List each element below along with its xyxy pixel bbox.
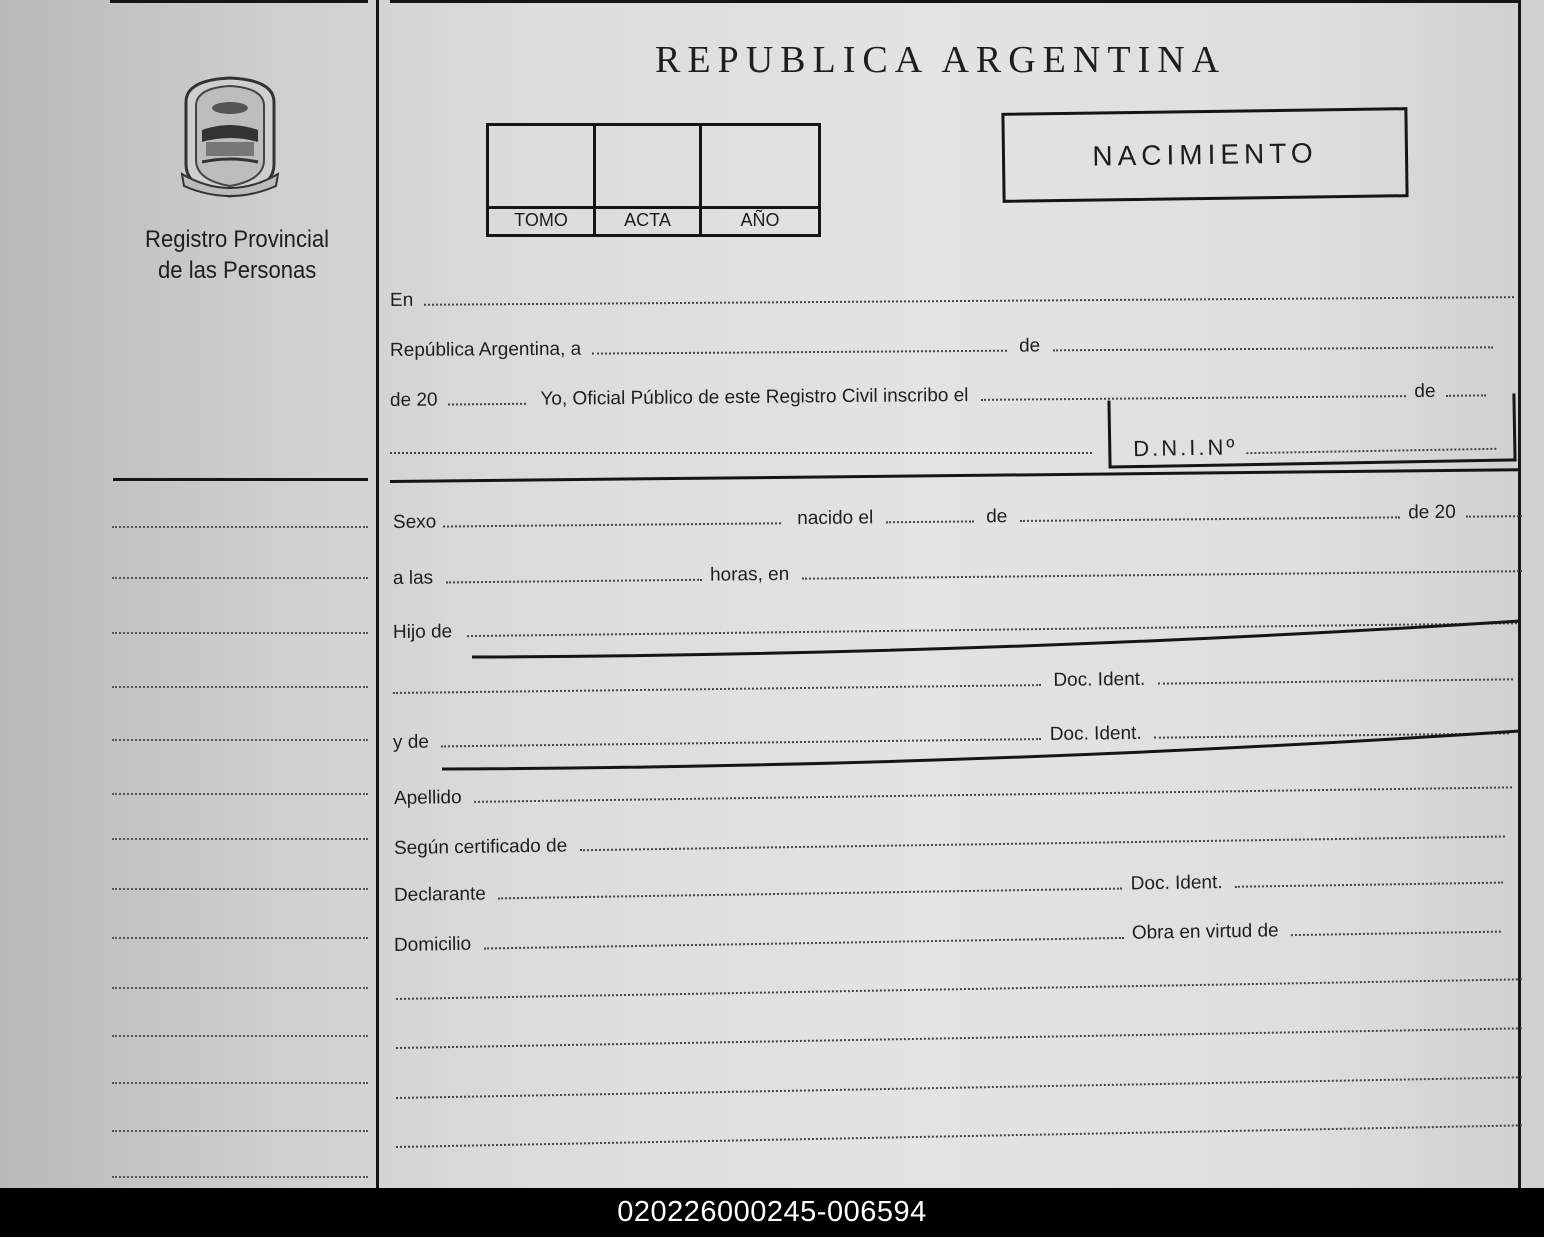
form-line-8: [393, 664, 1513, 700]
de-label: de: [1414, 380, 1436, 403]
declarante-field[interactable]: [498, 874, 1122, 900]
day-field[interactable]: [592, 336, 1007, 355]
form-line-6: [393, 556, 1522, 590]
certificado-field[interactable]: [580, 822, 1505, 852]
certificado-label: Según certificado de: [393, 835, 568, 859]
document-id-footer: [0, 1188, 1544, 1237]
tomo-label: TOMO: [514, 210, 568, 230]
doc-ident-field[interactable]: [1158, 664, 1513, 684]
domicilio-field[interactable]: [483, 923, 1123, 950]
blank-line[interactable]: [396, 1027, 1522, 1049]
oficial-label: Yo, Oficial Público de este Registro Civil inscribo el: [540, 384, 969, 410]
a-las-label: a las: [392, 567, 434, 589]
padre-nombre-field[interactable]: [393, 670, 1041, 694]
form-line-5: [393, 501, 1522, 534]
form-line-4-field[interactable]: [390, 452, 1092, 454]
stub-registry-line-2: de las Personas: [158, 257, 317, 284]
month-field[interactable]: [1053, 332, 1493, 351]
doc-ident-label: Doc. Ident.: [1130, 871, 1223, 895]
form-line-13: [394, 917, 1501, 957]
obra-label: Obra en virtud de: [1131, 920, 1279, 944]
blank-line[interactable]: [396, 1076, 1522, 1099]
doc-ident-field[interactable]: [1235, 868, 1503, 888]
declarante-label: Declarante: [393, 883, 487, 906]
apellido-label: Apellido: [393, 787, 462, 809]
obra-field[interactable]: [1291, 917, 1501, 936]
year-field[interactable]: [1466, 501, 1522, 518]
republica-label: República Argentina, a: [389, 338, 582, 361]
form-line-11: [394, 822, 1505, 860]
act-type-label: NACIMIENTO: [1092, 137, 1318, 172]
year-prefix-label: de 20: [389, 389, 438, 411]
dni-label: D.N.I.Nº: [1133, 434, 1238, 462]
en-field[interactable]: [424, 282, 1514, 306]
de-label: de: [986, 506, 1008, 528]
y-de-label: y de: [392, 731, 430, 753]
nacido-field[interactable]: [886, 506, 974, 523]
horas-en-label: horas, en: [709, 563, 790, 586]
doc-ident-label: Doc. Ident.: [1053, 668, 1146, 691]
form-line-12: [394, 868, 1503, 907]
hora-field[interactable]: [445, 565, 701, 584]
en-label: En: [389, 289, 414, 311]
sexo-field[interactable]: [443, 508, 781, 527]
sexo-label: Sexo: [392, 511, 437, 533]
domicilio-label: Domicilio: [393, 933, 472, 956]
form-line-10: [394, 772, 1512, 810]
de-20-label: de 20: [1408, 501, 1456, 524]
underline-rule: [440, 722, 1522, 777]
doc-ident-label: Doc. Ident.: [1049, 722, 1142, 745]
blank-line[interactable]: [396, 1124, 1522, 1148]
section-rule: [390, 468, 1518, 483]
form-line-1: [390, 282, 1514, 312]
hijo-de-label: Hijo de: [392, 621, 453, 643]
anio-label: AÑO: [740, 210, 780, 230]
form-line-2: [390, 332, 1493, 362]
lugar-field[interactable]: [802, 556, 1522, 580]
de-label: de: [1019, 335, 1041, 357]
year-field[interactable]: [448, 389, 526, 406]
country-title: REPUBLICA ARGENTINA: [655, 39, 1227, 81]
blank-line[interactable]: [396, 978, 1522, 1000]
underline-rule: [470, 615, 1522, 665]
month-field[interactable]: [1020, 502, 1400, 522]
dni-box: [1107, 393, 1516, 468]
acta-label: ACTA: [624, 210, 671, 230]
dni-field[interactable]: [1246, 434, 1496, 454]
stub-registry-line-1: Registro Provincial: [145, 226, 330, 253]
document-id: 020226000245-006594: [617, 1196, 927, 1228]
nacido-label: nacido el: [797, 507, 874, 530]
